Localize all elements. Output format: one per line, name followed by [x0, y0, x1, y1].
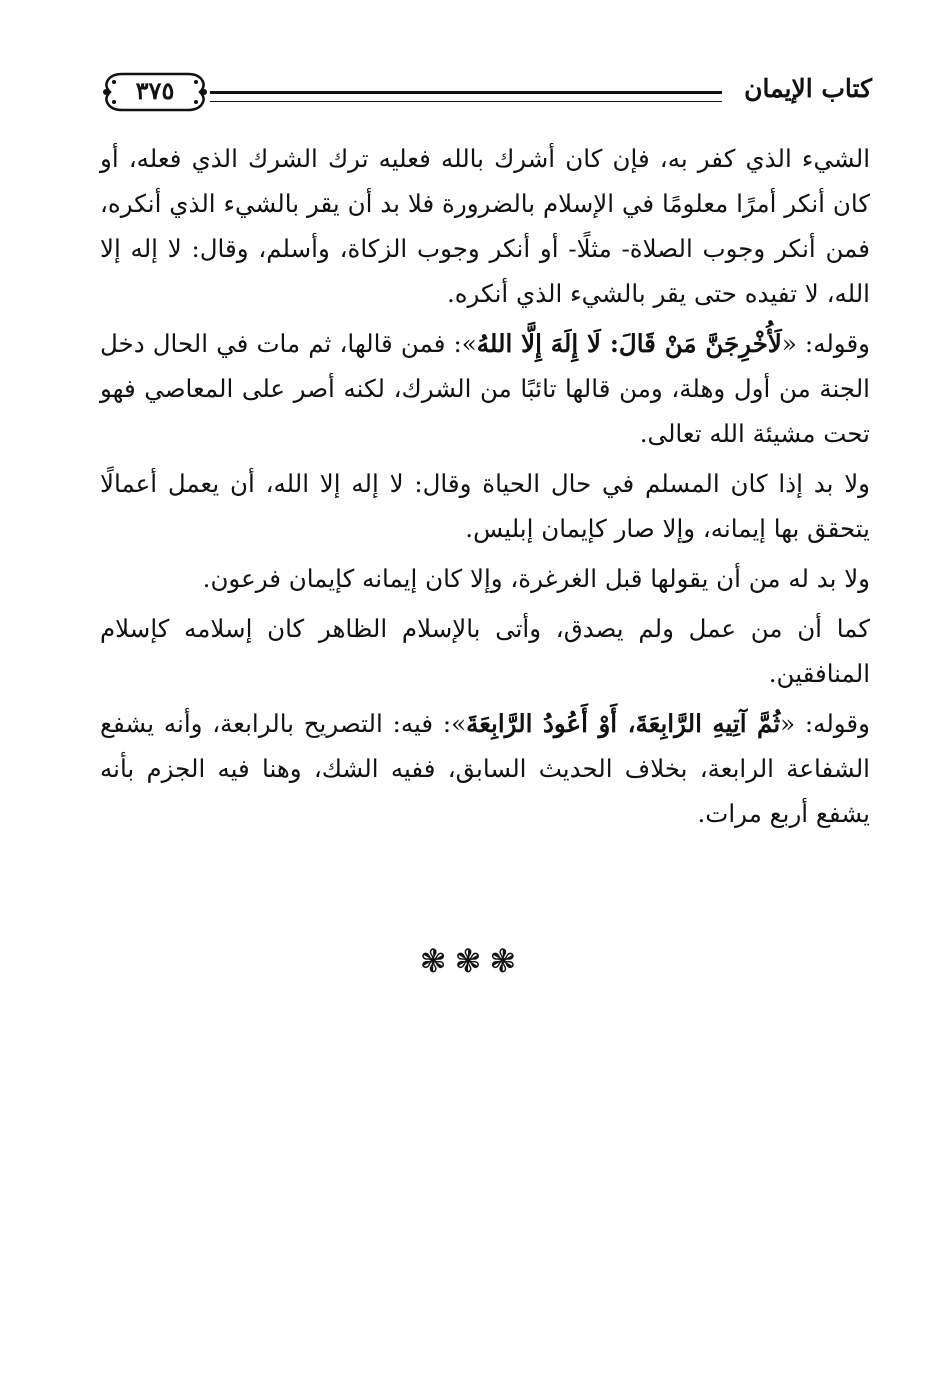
hadith-quote: لَأُخْرِجَنَّ مَنْ قَالَ: لَا إِلَهَ إِلَّا اللهُ	[476, 329, 782, 358]
paragraph-4	[100, 556, 870, 601]
paragraph-text: كما أن من عمل ولم يصدق، وأتى بالإسلام الظاهر كان إسلامه كإسلام المنافقين.	[100, 614, 870, 688]
hadith-quote: ثُمَّ آتِيهِ الرَّابِعَةَ، أَوْ أَعُودُ الرَّابِعَةَ	[466, 709, 781, 738]
paragraph-5	[100, 606, 870, 696]
paragraph-text: »: فمن قالها، ثم مات في الحال دخل الجنة من أول وهلة، ومن قالها تائبًا من الشرك، لكنه أصر على المعاصي فهو تحت مشيئة الله تعالى.	[100, 329, 870, 448]
header-rule	[210, 91, 722, 102]
paragraph-6	[100, 701, 870, 836]
paragraph-1	[100, 136, 870, 316]
book-title: كتاب الإيمان	[744, 74, 872, 103]
paragraph-lead: وقوله: «	[780, 709, 870, 738]
paragraph-text: ولا بد له من أن يقولها قبل الغرغرة، وإلا كان إيمانه كإيمان فرعون.	[202, 564, 870, 593]
paragraph-text: »: فيه: التصريح بالرابعة، وأنه يشفع الشفاعة الرابعة، بخلاف الحديث السابق، ففيه الشك، وهنا فيه الجزم بأنه يشفع أربع مرات.	[100, 709, 870, 828]
page-number-badge	[100, 70, 210, 114]
paragraph-text: ولا بد إذا كان المسلم في حال الحياة وقال: لا إله إلا الله، أن يعمل أعمالًا يتحقق بها إيمانه، وإلا صار كإيمان إبليس.	[100, 469, 870, 543]
paragraph-3	[100, 461, 870, 551]
page-number: ٣٧٥	[135, 76, 175, 105]
section-end-ornament-icon: ❃❃❃	[419, 942, 525, 980]
paragraph-2	[100, 321, 870, 456]
paragraph-text: الشيء الذي كفر به، فإن كان أشرك بالله فعليه ترك الشرك الذي فعله، أو كان أنكر أمرًا معلومًا في الإسلام بالضرورة فلا بد أن يقر بالشيء الذي أنكره، فمن أنكر وجوب الصلاة- مثلًا- أو أنكر وجوب الزكاة، وأسلم، وقال: لا إله إلا الله، لا تفيده حتى يقر بالشيء الذي أنكره.	[100, 144, 870, 308]
running-header	[100, 66, 872, 120]
body-text	[100, 136, 870, 841]
paragraph-lead: وقوله: «	[781, 329, 870, 358]
